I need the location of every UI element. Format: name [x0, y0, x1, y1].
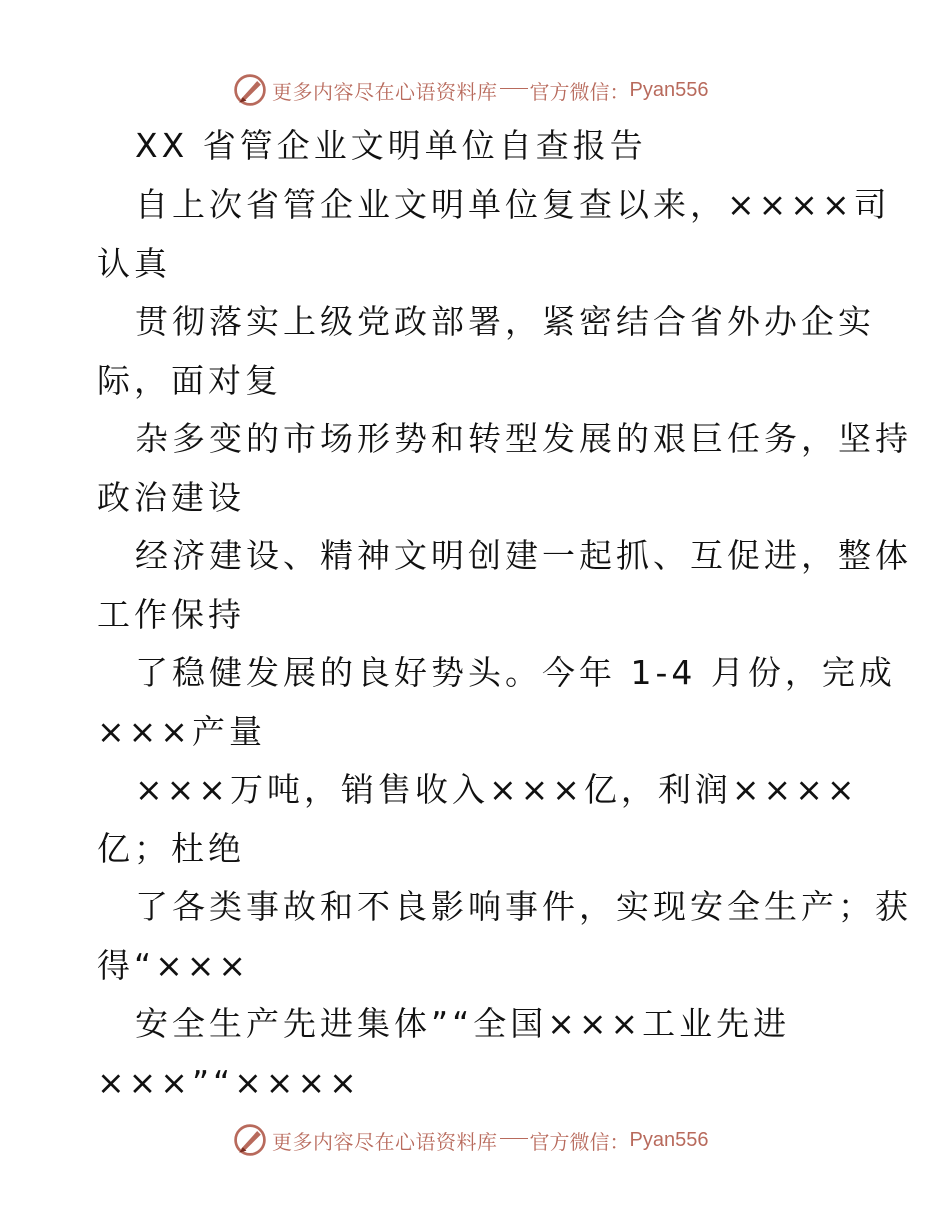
body-line: 政治建设	[97, 478, 245, 517]
banner-dash	[500, 1138, 528, 1139]
body-line: ×××”“××××	[97, 1063, 361, 1102]
banner-site-text: 更多内容尽在心语资料库	[272, 79, 498, 104]
body-line: 认真	[97, 244, 171, 283]
document-title: XX 省管企业文明单位自查报告	[135, 126, 647, 165]
banner-wechat-id: Pyan556	[629, 78, 709, 101]
header-banner	[232, 70, 708, 110]
footer-banner	[232, 1120, 708, 1160]
banner-site-text: 更多内容尽在心语资料库	[272, 1129, 498, 1154]
body-line: 杂多变的市场形势和转型发展的艰巨任务，坚持	[135, 419, 912, 458]
body-line: 得“×××	[97, 946, 251, 985]
pen-logo-icon	[232, 1122, 268, 1158]
body-line: 安全生产先进集体”“全国×××工业先进	[135, 1004, 791, 1043]
banner-wechat-label: 官方微信：	[529, 1129, 630, 1154]
body-line: 了稳健发展的良好势头。今年 1-4 月份，完成	[135, 653, 896, 692]
banner-wechat-label: 官方微信：	[529, 79, 630, 104]
body-line: 际，面对复	[97, 361, 282, 400]
body-line: 了各类事故和不良影响事件，实现安全生产；获	[135, 887, 912, 926]
banner-wechat-id: Pyan556	[629, 1128, 709, 1151]
pen-logo-icon	[232, 72, 268, 108]
banner-dash	[500, 88, 528, 89]
body-line: 工作保持	[97, 595, 245, 634]
body-line: ×××万吨，销售收入×××亿，利润××××	[135, 770, 859, 809]
body-line: 经济建设、精神文明创建一起抓、互促进，整体	[135, 536, 912, 575]
body-line: 贯彻落实上级党政部署，紧密结合省外办企实	[135, 302, 875, 341]
body-line: 自上次省管企业文明单位复查以来，××××司	[135, 185, 891, 224]
body-line: 亿；杜绝	[97, 829, 245, 868]
body-line: ×××产量	[97, 712, 266, 751]
